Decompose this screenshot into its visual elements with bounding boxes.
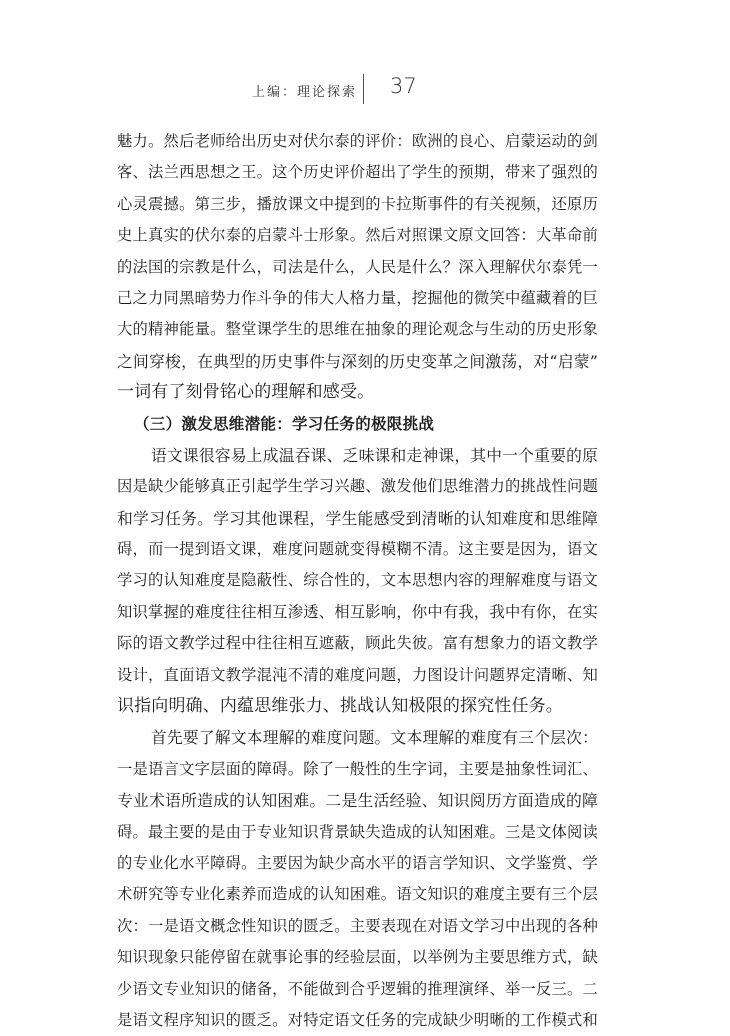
text-line: 识指向明确、内蕴思维张力、挑战认知极限的探究性任务。 [117, 696, 563, 717]
text-line: 少语文专业知识的储备，不能做到合乎逻辑的推理演绎、举一反三。二 [117, 979, 598, 998]
text-line: 客、法兰西思想之王。这个历史评价超出了学生的预期，带来了强烈的 [117, 163, 598, 182]
text-line: 际的语文教学过程中往往相互遮蔽，顾此失彼。富有想象力的语文教学 [117, 634, 598, 653]
text-line: 碍，而一提到语文课，难度问题就变得模糊不清。这主要是因为，语文 [117, 540, 598, 559]
text-line: 一是语言文字层面的障碍。除了一般性的生字词，主要是抽象性词汇、 [117, 759, 598, 778]
text-line: 学习的认知难度是隐蔽性、综合性的，文本思想内容的理解难度与语文 [117, 571, 598, 590]
body-text [117, 126, 598, 1036]
text-line: 魅力。然后老师给出历史对伏尔泰的评价：欧洲的良心、启蒙运动的剑 [117, 132, 598, 150]
text-line: 术研究等专业化素养而造成的认知困难。语文知识的难度主要有三个层 [117, 885, 598, 904]
text-line: 心灵震撼。第三步，播放课文中提到的卡拉斯事件的有关视频，还原历 [117, 194, 598, 213]
text-line: 史上真实的伏尔泰的启蒙斗士形象。然后对照课文原文回答：大革命前 [117, 226, 598, 245]
text-line: 的法国的宗教是什么，司法是什么，人民是什么？深入理解伏尔泰凭一 [117, 257, 598, 276]
text-line: 设计，直面语文教学混沌不清的难度问题，力图设计问题界定清晰、知 [117, 665, 598, 684]
section-heading: （三）激发思维潜能：学习任务的极限挑战 [134, 414, 435, 433]
header-divider [363, 74, 364, 104]
text-line: 次：一是语文概念性知识的匮乏。主要表现在对语文学习中出现的各种 [117, 916, 598, 935]
text-line: 和学习任务。学习其他课程，学生能感受到清晰的认知难度和思维障 [117, 508, 598, 528]
text-line: 之间穿梭，在典型的历史事件与深刻的历史变革之间激荡，对“启蒙” [117, 351, 598, 371]
running-header [0, 72, 730, 108]
text-line: 己之力同黑暗势力作斗争的伟大人格力量，挖掘他的微笑中蕴藏着的巨 [117, 288, 598, 307]
text-line: 专业术语所造成的认知困难。二是生活经验、知识阅历方面造成的障 [117, 791, 598, 811]
header-section-label: 上编：理论探索 [251, 85, 357, 100]
page-number: 37 [390, 74, 417, 98]
text-line: 语文课很容易上成温吞课、乏味课和走神课，其中一个重要的原 [151, 445, 598, 465]
text-line: 碍。最主要的是由于专业知识背景缺失造成的认知困难。三是文体阅读 [117, 822, 598, 841]
text-line: 的专业化水平障碍。主要因为缺少高水平的语言学知识、文学鉴赏、学 [117, 853, 598, 872]
text-line: 知识现象只能停留在就事论事的经验层面，以举例为主要思维方式，缺 [117, 948, 598, 967]
text-line: 大的精神能量。整堂课学生的思维在抽象的理论观念与生动的历史形象 [117, 320, 598, 339]
text-line: 首先要了解文本理解的难度问题。文本理解的难度有三个层次： [151, 728, 598, 748]
text-line: 一词有了刻骨铭心的理解和感受。 [117, 382, 375, 403]
text-line: 因是缺少能够真正引起学生学习兴趣、激发他们思维潜力的挑战性问题 [117, 477, 598, 496]
text-line: 是语文程序知识的匮乏。对特定语文任务的完成缺少明晰的工作模式和 [117, 1010, 598, 1029]
text-line: 知识掌握的难度往往相互渗透、相互影响，你中有我，我中有你，在实 [117, 602, 598, 621]
